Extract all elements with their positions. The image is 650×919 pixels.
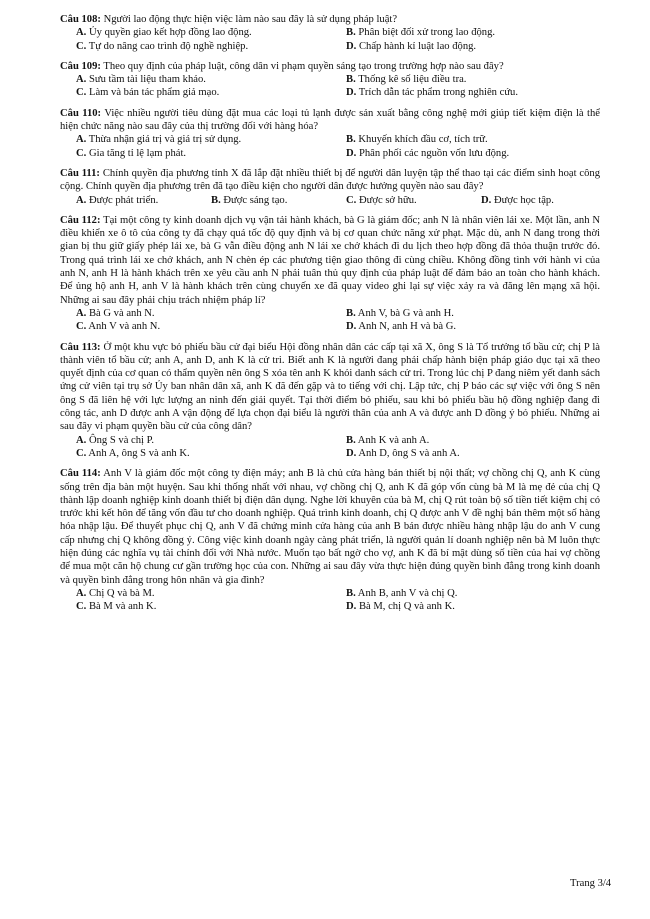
option-b[interactable] [346,133,616,146]
option-a[interactable] [76,133,346,146]
option-text: Bà M và anh K. [88,601,157,613]
question-text: Anh V là giám đốc một công ty điện máy; anh B là chủ cửa hàng bán thiết bị nội thất; vợ chồng chị Q, anh K cùng sống trên địa bàn một huyện. Sau khi thống nhất với nhau, vợ chồng chị Q, anh K đã góp vốn cùng bà M là mẹ đẻ của chị Q thành lập doanh nghiệp kinh doanh thiết bị điện dân dụng. Nghe lời khuyên của bà M, chị Q rút toàn bộ số tiền tiết kiệm chị có trước khi kết hôn để tăng vốn đầu tư cho doanh nghiệp. Quá trình kinh doanh, chị Q được anh V đề nghị bán thêm một số hàng hóa nhập lậu. Để thuyết phục chị Q, anh V đã chứng minh cửa hàng của anh B bán được nhiều hàng nhập lậu do anh V cung cấp nhưng chị Q không đồng ý. Công việc kinh doanh ngày càng phát triển, là người quản lí doanh nghiệp nên bà M luôn thực hiện đúng các nghĩa vụ tài chính đối với Nhà nước. Muốn tạo bất ngờ cho vợ, anh K đã bí mật dùng số tiền của hai vợ chồng để mua một căn hộ chung cư gần trường học của con. Những ai sau đây vừa thực hiện đúng quyền bình đẳng trong kinh doanh và quyền bình đẳng trong hôn nhân và gia đình? [60,468,600,586]
option-letter: B. [346,307,356,319]
question-text: Tại một công ty kinh doanh dịch vụ vận tải hành khách, bà G là giám đốc; anh N là nhân viên lái xe. Một lần, anh N điều khiển xe ô tô của công ty đã chạy quá tốc độ quy định và bị cơ quan chức năng xử phạt. Mặc dù, anh N đang trong thời gian bị thu giữ giấy phép lái xe, bà G vẫn điều động anh N lái xe chở khách đi du lịch theo hợp đồng đã thỏa thuận trước đó. Trong quá trình lái xe chở khách, anh N chèn ép các phương tiện giao thông đi cùng chiều. Không đồng tình với hành vi của anh N, anh H là hành khách trên xe yêu cầu anh N phải tuân thủ quy định của pháp luật để đảm bảo an toàn cho hành khách. Để ủng hộ anh H, anh V là hành khách trên cùng chuyến xe đã quay video ghi lại sự việc xảy ra và đăng lên mạng xã hội. Những ai sau đây phải chịu trách nhiệm pháp lí? [60,214,600,306]
option-letter: C. [76,447,87,459]
question-108 [60,13,600,53]
option-b[interactable] [346,434,616,447]
option-c[interactable] [76,447,346,460]
option-d[interactable] [346,320,616,333]
page-number: Trang 3/4 [570,878,612,889]
option-letter: C. [76,601,87,613]
option-c[interactable] [346,194,481,207]
option-d[interactable] [481,194,616,207]
question-number: Câu 114: [60,468,101,480]
option-text: Bà G và anh N. [88,307,155,319]
question-114 [60,467,600,613]
option-letter: B. [211,194,221,206]
option-text: Phân biệt đối xử trong lao động. [358,27,496,39]
answer-options [60,434,600,461]
option-text: Anh V và anh N. [88,321,161,333]
option-text: Anh D, ông S và anh A. [358,447,460,459]
question-stem [60,341,600,434]
option-text: Gia tăng tỉ lệ lạm phát. [88,147,187,159]
option-a[interactable] [76,307,346,320]
question-stem [60,60,600,73]
option-letter: D. [346,601,357,613]
exam-content [60,13,600,620]
option-text: Sưu tầm tài liệu tham khảo. [88,74,206,86]
question-number: Câu 113: [60,341,101,353]
option-d[interactable] [346,40,616,53]
question-113 [60,341,600,461]
option-b[interactable] [346,26,616,39]
option-text: Tự do nâng cao trình độ nghề nghiệp. [88,40,249,52]
option-letter: A. [76,134,87,146]
question-stem [60,107,600,134]
option-letter: C. [76,87,87,99]
option-d[interactable] [346,147,616,160]
option-letter: C. [76,321,87,333]
question-stem [60,214,600,307]
option-a[interactable] [76,73,346,86]
question-109 [60,60,600,100]
option-text: Phân phối các nguồn vốn lưu động. [358,147,510,159]
option-text: Được sáng tạo. [223,194,288,206]
option-d[interactable] [346,600,616,613]
option-letter: B. [346,27,356,39]
option-text: Anh V, bà G và anh H. [357,307,454,319]
option-b[interactable] [346,587,616,600]
question-text: Chính quyền địa phương tỉnh X đã lắp đặt nhiều thiết bị để người dân luyện tập thể thao tại các điểm sinh hoạt công cộng. Chính quyền địa phương trên đã tạo điều kiện cho người dân được hưởng quyền nào sau đây? [60,167,600,193]
option-letter: D. [346,147,357,159]
option-letter: C. [346,194,357,206]
option-text: Được học tập. [493,194,554,206]
answer-options [60,73,600,100]
question-111 [60,167,600,207]
option-letter: D. [346,87,357,99]
question-text: Ở một khu vực bỏ phiếu bầu cử đại biểu Hội đồng nhân dân các cấp tại xã X, ông S là Tổ trưởng tổ bầu cử; chị P là thành viên tổ bầu cử; anh A, anh D, anh K là cử tri. Biết anh K là người đang phải chấp hành biện pháp giáo dục tại xã theo quyết định của cơ quan có thẩm quyền nên ông S xóa tên anh K khỏi danh sách cử tri. Trong lúc chị P đang niêm yết danh sách ứng cử viên tại trụ sở Ủy ban nhân dân xã, anh K đã đến gặp và to tiếng với chị. Lập tức, chị P báo các sự việc với ông S nên ông S đã liên hệ với lực lượng an ninh đến giải quyết. Tại thời điểm bỏ phiếu, sau khi bỏ phiếu bầu hộ đồng nghiệp đang đi công tác, anh D được anh A vận động để lựa chọn đại biểu là người thân của anh A và được anh D đồng ý bỏ phiếu. Những ai sau đây vi phạm quyền bầu cử của công dân? [60,341,600,433]
option-c[interactable] [76,600,346,613]
option-d[interactable] [346,86,616,99]
option-text: Anh K và anh A. [357,434,430,446]
option-text: Anh N, anh H và bà G. [358,321,457,333]
option-letter: A. [76,194,87,206]
option-a[interactable] [76,587,346,600]
question-110 [60,107,600,160]
question-stem [60,13,600,26]
option-text: Ông S và chị P. [88,434,155,446]
option-letter: C. [76,147,87,159]
question-number: Câu 111: [60,167,100,179]
option-text: Được sở hữu. [358,194,417,206]
question-text: Người lao động thực hiện việc làm nào sau đây là sử dụng pháp luật? [103,14,398,25]
option-a[interactable] [76,26,346,39]
option-d[interactable] [346,447,616,460]
option-text: Chấp hành kỉ luật lao động. [358,40,477,52]
option-text: Anh A, ông S và anh K. [88,447,190,459]
option-letter: B. [346,434,356,446]
question-number: Câu 110: [60,107,102,119]
option-letter: A. [76,434,87,446]
option-text: Làm và bán tác phẩm giả mạo. [88,87,220,99]
option-a[interactable] [76,194,211,207]
option-c[interactable] [76,320,346,333]
option-letter: D. [346,321,357,333]
option-text: Thừa nhận giá trị và giá trị sử dụng. [88,134,242,146]
option-letter: A. [76,307,87,319]
question-number: Câu 112: [60,214,101,226]
option-b[interactable] [346,73,616,86]
option-c[interactable] [76,86,346,99]
option-letter: B. [346,74,356,86]
option-letter: C. [76,40,87,52]
option-letter: A. [76,587,87,599]
option-letter: D. [481,194,492,206]
question-number: Câu 108: [60,14,101,25]
option-b[interactable] [346,307,616,320]
option-text: Thống kê số liệu điều tra. [358,74,467,86]
option-text: Chị Q và bà M. [88,587,155,599]
option-letter: A. [76,74,87,86]
answer-options [60,307,600,334]
option-a[interactable] [76,434,346,447]
option-letter: B. [346,134,356,146]
option-text: Khuyến khích đầu cơ, tích trữ. [358,134,488,146]
option-letter: D. [346,40,357,52]
option-b[interactable] [211,194,346,207]
option-text: Bà M, chị Q và anh K. [358,601,455,613]
question-stem [60,467,600,587]
answer-options [60,26,600,53]
option-text: Trích dẫn tác phẩm trong nghiên cứu. [358,87,519,99]
question-text: Theo quy định của pháp luật, công dân vi phạm quyền sáng tạo trong trường hợp nào sau đây? [103,60,504,72]
option-text: Được phát triển. [88,194,159,206]
option-letter: A. [76,27,87,39]
question-number: Câu 109: [60,60,101,72]
question-112 [60,214,600,334]
option-letter: B. [346,587,356,599]
question-stem [60,167,600,194]
question-text: Việc nhiều người tiêu dùng đặt mua các loại tủ lạnh được sản xuất bằng công nghệ mới giúp tiết kiệm điện là thể hiện chức năng nào sau đây của thị trường đối với hàng hóa? [60,107,600,133]
answer-options [60,587,600,614]
option-text: Anh B, anh V và chị Q. [357,587,458,599]
option-c[interactable] [76,147,346,160]
answer-options [60,194,600,207]
option-c[interactable] [76,40,346,53]
option-letter: D. [346,447,357,459]
option-text: Ủy quyền giao kết hợp đồng lao động. [88,27,252,39]
answer-options [60,133,600,160]
